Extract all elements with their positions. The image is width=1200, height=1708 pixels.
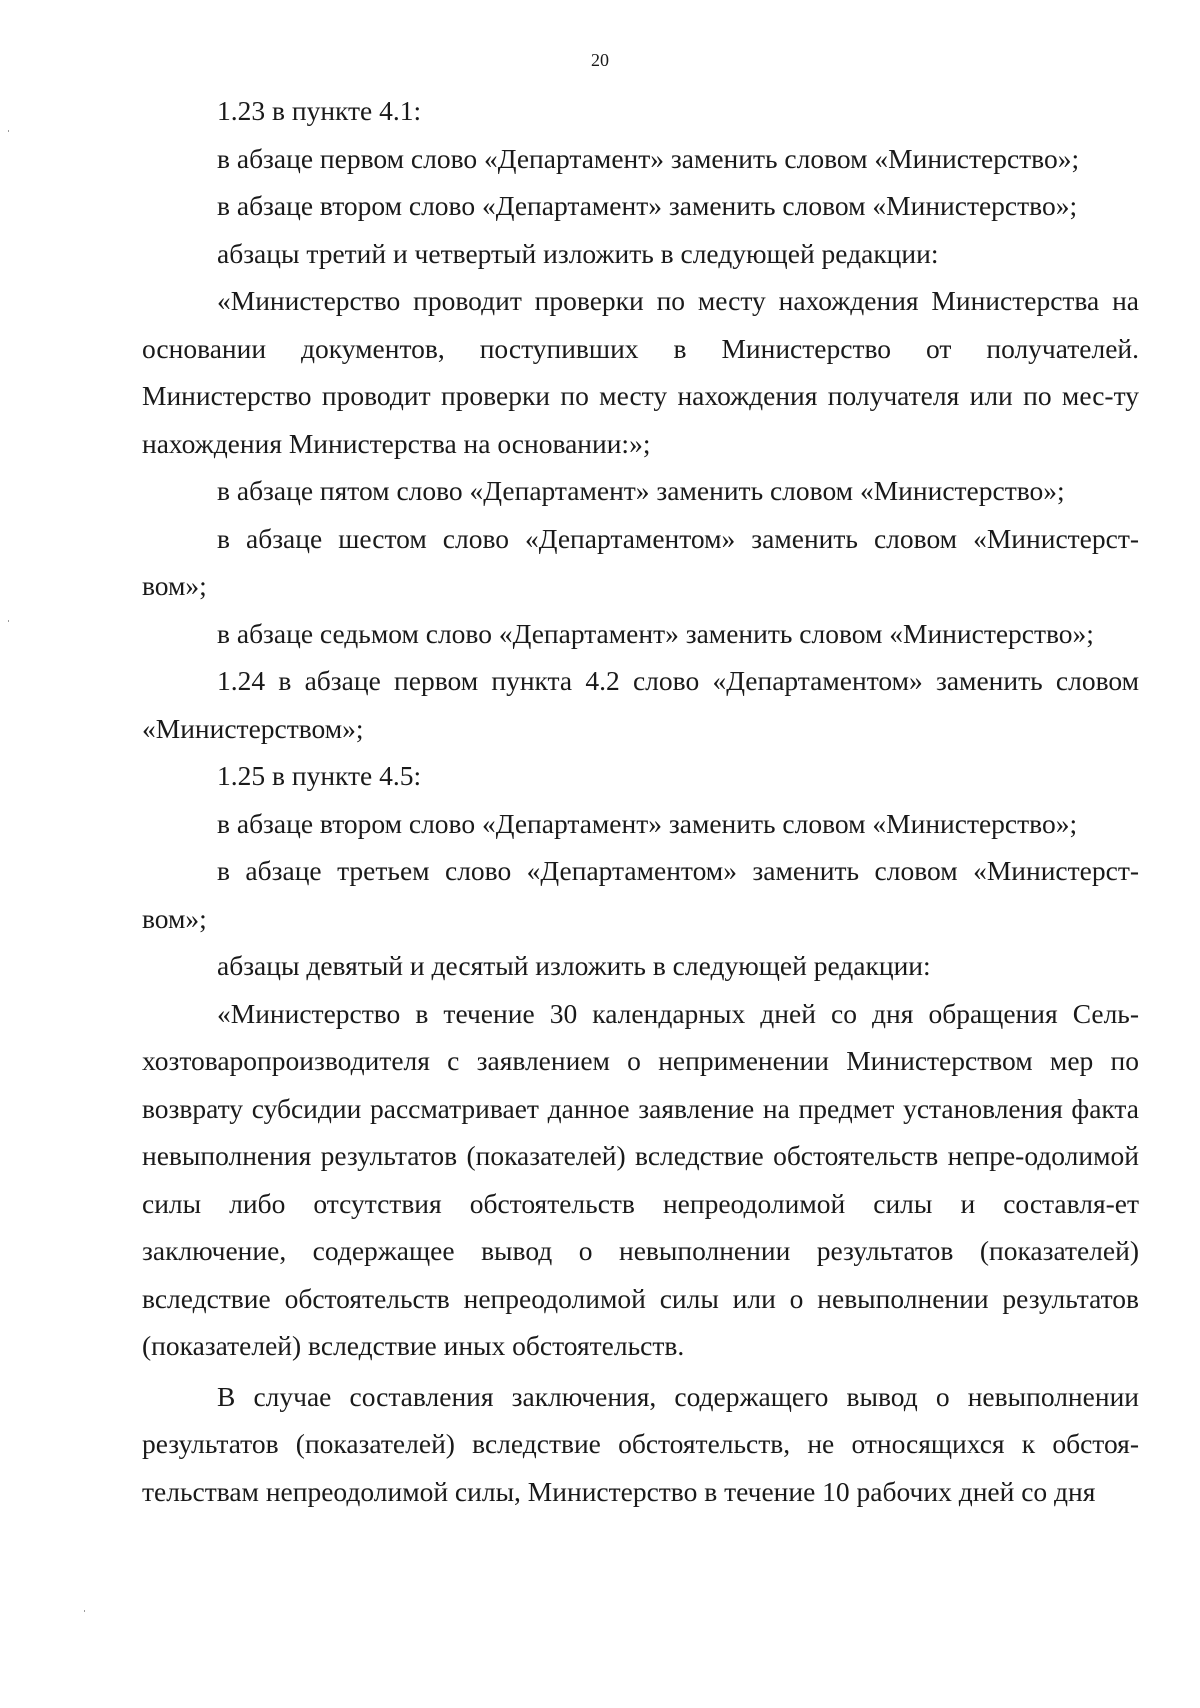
paragraph-4-5-second: в абзаце втором слово «Департамент» заменить словом «Министерство»; [217,807,1078,839]
paragraph-amend-sixth: в абзаце шестом слово «Департаментом» заменить словом «Министерст- [217,522,1139,554]
paragraph-ninth-tenth: абзацы девятый и десятый изложить в следующей редакции: [217,950,931,981]
paragraph-amend-fifth: в абзаце пятом слово «Департамент» заменить словом «Министерство»; [217,475,1065,506]
paragraph-4-5-third: в абзаце третьем слово «Департаментом» заменить словом «Министерст- [217,855,1139,886]
scan-artifact [8,620,9,622]
paragraph-1-25: 1.25 в пункте 4.5: [217,760,422,791]
paragraph-inspection-text: «Министерство проводит проверки по месту нахождения Министерства на основании документов, поступивших в Министерство от получателей. Министерство проводит проверки по месту нахождения получателя или по мес-ту нахождения Министерства на основании:»; [142,285,1139,459]
document-body [142,87,1139,1515]
page-number: 20 [591,50,609,70]
scan-artifact [8,130,9,132]
paragraph-ministry-30-days: «Министерство в течение 30 календарных дней со дня обращения Сель-хозтоваропроизводителя с заявлением о неприменении Министерством мер по возврату субсидии рассматривает данное заявление на предмет установления факта невыполнения результатов (показателей) вследствие обстоятельств непре-одолимой силы либо отсутствия обстоятельств непреодолимой силы и составля-ет заключение, содержащее вывод о невыполнении результатов (показателей) вследствие обстоятельств непреодолимой силы или о невыполнении результатов (показателей) вследствие иных обстоятельств. [142,997,1139,1361]
paragraph-4-5-third-cont: вом»; [142,902,207,934]
paragraph-amend-sixth-cont: вом»; [142,570,207,601]
paragraph-amend-seventh: в абзаце седьмом слово «Департамент» заменить словом «Министерство»; [217,617,1094,649]
paragraph-1-24: 1.24 в абзаце первом пункта 4.2 слово «Департаментом» заменить словом «Министерством»; [142,665,1139,744]
paragraph-1-23: 1.23 в пункте 4.1: [217,95,422,126]
paragraph-amend-first: в абзаце первом слово «Департамент» заменить словом «Министерство»; [217,142,1080,174]
paragraph-amend-second: в абзаце втором слово «Департамент» заменить словом «Министерство»; [217,190,1078,221]
paragraph-conclusion-case: В случае составления заключения, содержащего вывод о невыполнении результатов (показателей) вследствие обстоятельств, не относящихся к обстоя-тельствам непреодолимой силы, Министерство в течение 10 рабочих дней со дня [142,1380,1139,1507]
paragraph-amend-third-fourth: абзацы третий и четвертый изложить в следующей редакции: [217,237,939,269]
scan-artifact [84,1610,85,1612]
